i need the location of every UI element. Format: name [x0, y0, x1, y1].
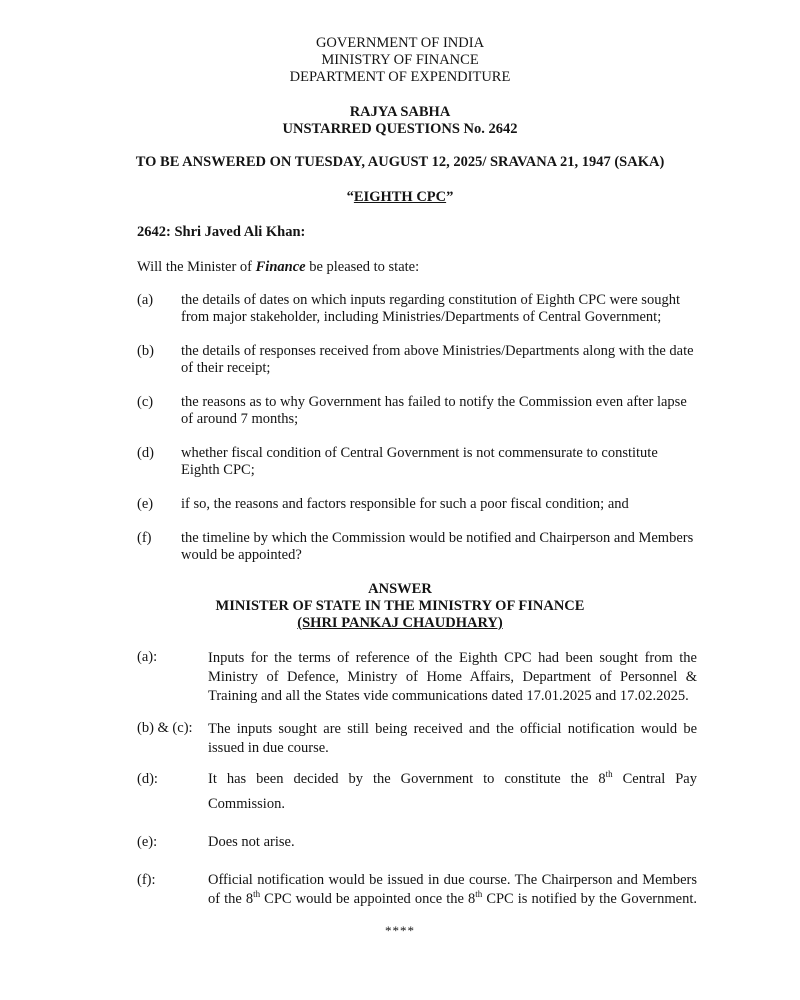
minister-name: (SHRI PANKAJ CHAUDHARY)	[297, 615, 503, 631]
question-label: (c)	[137, 394, 154, 410]
question-text: whether fiscal condition of Central Government is not commensurate to constitute Eighth CPC;	[181, 445, 658, 478]
end-mark: ****	[385, 923, 415, 938]
header-government: GOVERNMENT OF INDIA	[315, 35, 485, 51]
question-label: (d)	[137, 445, 154, 461]
question-label: (e)	[137, 496, 154, 512]
house-name: RAJYA SABHA	[349, 104, 451, 120]
question-text: the reasons as to why Government has failed to notify the Commission even after lapse of around 7 months;	[181, 394, 687, 427]
answer-text-continued: Commission.	[208, 796, 285, 812]
answer-text-continued: of the 8th CPC would be appointed once the 8th CPC is notified by the Government.	[208, 889, 698, 907]
header-ministry: MINISTRY OF FINANCE	[321, 52, 479, 68]
answer-title: ANSWER	[368, 581, 432, 597]
question-label: (a)	[137, 292, 154, 308]
answer-text: Inputs for the terms of reference of the Eighth CPC had been sought from the Ministry of Defence, Ministry of Home Affairs, Department of Personnel & Training and all the States vide communications dated 17.01.2025 and 17.02.2025.	[208, 650, 697, 704]
question-intro: Will the Minister of Finance be pleased to state:	[137, 259, 420, 275]
answer-date: TO BE ANSWERED ON TUESDAY, AUGUST 12, 2025/ SRAVANA 21, 1947 (SAKA)	[135, 154, 665, 170]
header-department: DEPARTMENT OF EXPENDITURE	[289, 69, 511, 85]
answer-label: (f):	[137, 872, 156, 888]
member-name: 2642: Shri Javed Ali Khan:	[137, 224, 306, 240]
question-text: the timeline by which the Commission would be notified and Chairperson and Members would be appointed?	[181, 530, 694, 563]
minister-title: MINISTER OF STATE IN THE MINISTRY OF FINANCE	[215, 598, 585, 614]
answer-text: It has been decided by the Government to constitute the 8th Central Pay	[208, 769, 697, 787]
question-label: (b)	[137, 343, 154, 359]
question-number: UNSTARRED QUESTIONS No. 2642	[282, 121, 518, 137]
question-text: the details of responses received from above Ministries/Departments along with the date of their receipt;	[181, 343, 694, 376]
question-label: (f)	[137, 530, 152, 546]
subject-title-text: EIGHTH CPC	[353, 189, 447, 205]
answer-label: (b) & (c):	[137, 720, 193, 736]
answer-text: The inputs sought are still being received and the official notification would be issued in due course.	[208, 721, 697, 756]
answer-label: (a):	[137, 649, 158, 665]
question-text: if so, the reasons and factors responsible for such a poor fiscal condition; and	[181, 496, 629, 512]
subject-title: “EIGHTH CPC”	[346, 189, 454, 205]
ministry-name: Finance	[255, 259, 306, 275]
question-text: the details of dates on which inputs regarding constitution of Eighth CPC were sought from major stakeholder, including Ministries/Departments of Central Government;	[181, 292, 680, 325]
answer-label: (d):	[137, 771, 158, 787]
answer-text: Official notification would be issued in due course. The Chairperson and Members	[208, 872, 697, 888]
answer-label: (e):	[137, 834, 158, 850]
answer-text: Does not arise.	[208, 834, 295, 850]
